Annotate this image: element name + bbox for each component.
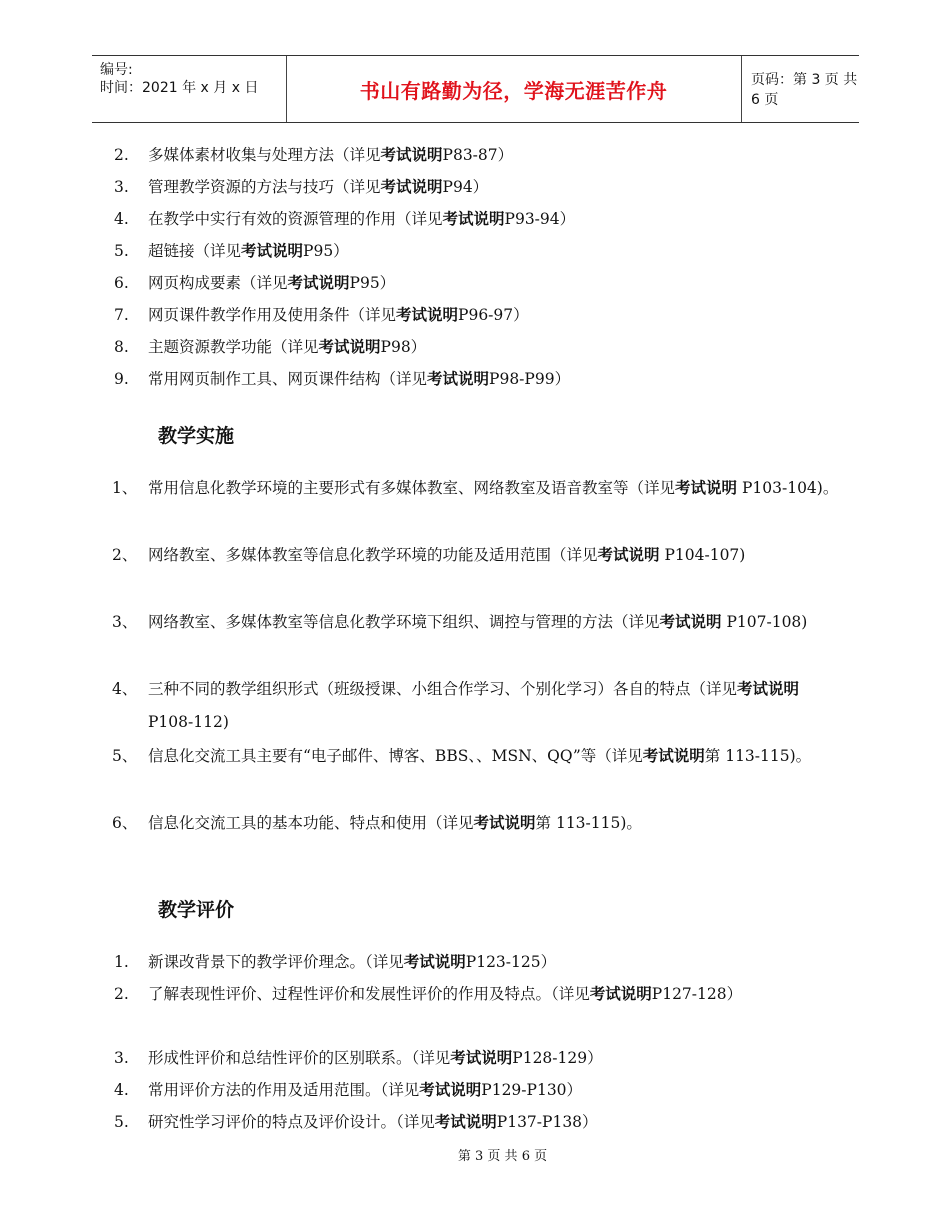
list-item: [114, 331, 840, 364]
list-item: [114, 235, 840, 268]
item-tail: P128-129）: [512, 1049, 603, 1067]
item-text: 网页课件教学作用及使用条件（详见: [148, 306, 397, 324]
item-number: 1、: [112, 479, 138, 497]
header-page-cell: [741, 56, 859, 122]
item-bold: 考试说明: [241, 242, 304, 260]
item-text: 在教学中实行有效的资源管理的作用（详见: [148, 210, 443, 228]
item-text: 信息化交流工具主要有“电子邮件、博客、BBS、、MSN、QQ”等（详见: [148, 747, 643, 765]
item-bold: 考试说明: [659, 613, 722, 631]
item-number: 3.: [114, 1049, 129, 1067]
header-page-label: 页码：第 3 页 共 6 页: [751, 72, 858, 108]
list-item: [114, 267, 840, 300]
list-item: [114, 606, 840, 639]
item-number: 9.: [114, 370, 129, 388]
section-heading: 教学实施: [158, 425, 235, 447]
item-text: 网络教室、多媒体教室等信息化教学环境的功能及适用范围（详见: [148, 546, 598, 564]
item-bold: 考试说明: [380, 146, 443, 164]
item-bold: 考试说明: [473, 814, 536, 832]
item-bold: 考试说明: [427, 370, 490, 388]
item-text: 信息化交流工具的基本功能、特点和使用（详见: [148, 814, 474, 832]
item-number: 6、: [112, 814, 138, 832]
item-text: 了解表现性评价、过程性评价和发展性评价的作用及特点。（详见: [148, 985, 590, 1003]
list-item: [114, 740, 840, 773]
list-item: [114, 807, 840, 840]
item-tail: P94）: [442, 178, 489, 196]
item-tail: P137-P138）: [496, 1113, 598, 1131]
item-number: 8.: [114, 338, 129, 356]
list-item: [114, 472, 840, 505]
item-tail: P98-P99）: [489, 370, 571, 388]
item-text: 三种不同的教学组织形式（班级授课、小组合作学习、个别化学习）各自的特点（详见: [148, 680, 738, 698]
item-tail: P96-97）: [458, 306, 529, 324]
header-meta: [92, 56, 287, 122]
list-item: [114, 539, 840, 572]
item-tail: P95）: [349, 274, 396, 292]
list-item: [114, 203, 840, 236]
page-footer: 第 3 页 共 6 页: [457, 1149, 548, 1164]
item-text: 超链接（详见: [148, 242, 242, 260]
item-text: 常用网页制作工具、网页课件结构（详见: [148, 370, 428, 388]
item-bold: 考试说明: [318, 338, 381, 356]
item-bold: 考试说明: [737, 680, 800, 698]
item-tail: P123-125）: [465, 953, 557, 971]
item-number: 2、: [112, 546, 138, 564]
item-tail: P108-112): [148, 712, 229, 731]
item-bold: 考试说明: [675, 479, 738, 497]
list-item: [114, 1106, 840, 1139]
item-text: 管理教学资源的方法与技巧（详见: [148, 178, 381, 196]
item-number: 1.: [114, 953, 129, 971]
item-tail: P95）: [303, 242, 349, 260]
item-tail: P83-87）: [442, 146, 514, 164]
item-bold: 考试说明: [450, 1049, 513, 1067]
list-item: [114, 139, 840, 172]
item-tail: P93-94）: [504, 210, 576, 228]
item-tail: P129-P130）: [481, 1081, 583, 1099]
item-number: 2.: [114, 146, 129, 164]
item-text: 常用信息化教学环境的主要形式有多媒体教室、网络教室及语音教室等（详见: [148, 479, 676, 497]
item-bold: 考试说明: [403, 953, 466, 971]
section-heading: 教学评价: [158, 899, 235, 921]
list-item: [114, 363, 840, 396]
item-tail: P104-107): [659, 546, 746, 564]
header-motto-cell: [286, 56, 742, 122]
item-text: 形成性评价和总结性评价的区别联系。（详见: [148, 1049, 451, 1067]
item-tail: P98）: [380, 338, 427, 356]
item-number: 5.: [114, 242, 129, 260]
list-item: [114, 978, 840, 1011]
item-number: 4.: [114, 210, 129, 228]
item-text: 新课改背景下的教学评价理念。（详见: [148, 953, 404, 971]
item-number: 4、: [112, 680, 138, 698]
item-tail: P103-104)。: [737, 479, 839, 497]
list-item: [114, 1042, 840, 1075]
item-number: 4.: [114, 1081, 129, 1099]
list-item: [114, 171, 840, 204]
item-text: 主题资源教学功能（详见: [148, 338, 319, 356]
item-number: 2.: [114, 985, 129, 1003]
item-number: 6.: [114, 274, 129, 292]
item-tail: P107-108): [721, 613, 808, 631]
item-bold: 考试说明: [442, 210, 505, 228]
header-time-label: 时间：2021 年 x 月 x 日: [100, 80, 259, 96]
item-number: 5.: [114, 1113, 129, 1131]
list-item: [114, 673, 840, 738]
item-bold: 考试说明: [287, 274, 350, 292]
item-number: 3.: [114, 178, 129, 196]
page-header: [92, 55, 859, 123]
list-item: [114, 1074, 840, 1107]
item-bold: 考试说明: [396, 306, 459, 324]
item-text: 研究性学习评价的特点及评价设计。（详见: [148, 1113, 435, 1131]
item-bold: 考试说明: [589, 985, 652, 1003]
item-text: 多媒体素材收集与处理方法（详见: [148, 146, 381, 164]
item-number: 3、: [112, 613, 138, 631]
item-bold: 考试说明: [434, 1113, 497, 1131]
list-item: [114, 946, 840, 979]
item-bold: 考试说明: [642, 747, 705, 765]
item-number: 5、: [112, 747, 138, 765]
item-bold: 考试说明: [419, 1081, 482, 1099]
list-item: [114, 299, 840, 332]
item-bold: 考试说明: [380, 178, 443, 196]
header-number-label: 编号:: [100, 62, 133, 78]
item-number: 7.: [114, 306, 129, 324]
item-bold: 考试说明: [597, 546, 660, 564]
item-text: 常用评价方法的作用及适用范围。（详见: [148, 1081, 420, 1099]
item-tail: P127-128）: [651, 985, 743, 1003]
header-motto: 书山有路勤为径，学海无涯苦作舟: [359, 78, 668, 103]
item-tail: 第 113-115)。: [535, 814, 642, 832]
item-text: 网络教室、多媒体教室等信息化教学环境下组织、调控与管理的方法（详见: [148, 613, 660, 631]
item-text: 网页构成要素（详见: [148, 274, 288, 292]
item-tail: 第 113-115)。: [704, 747, 812, 765]
